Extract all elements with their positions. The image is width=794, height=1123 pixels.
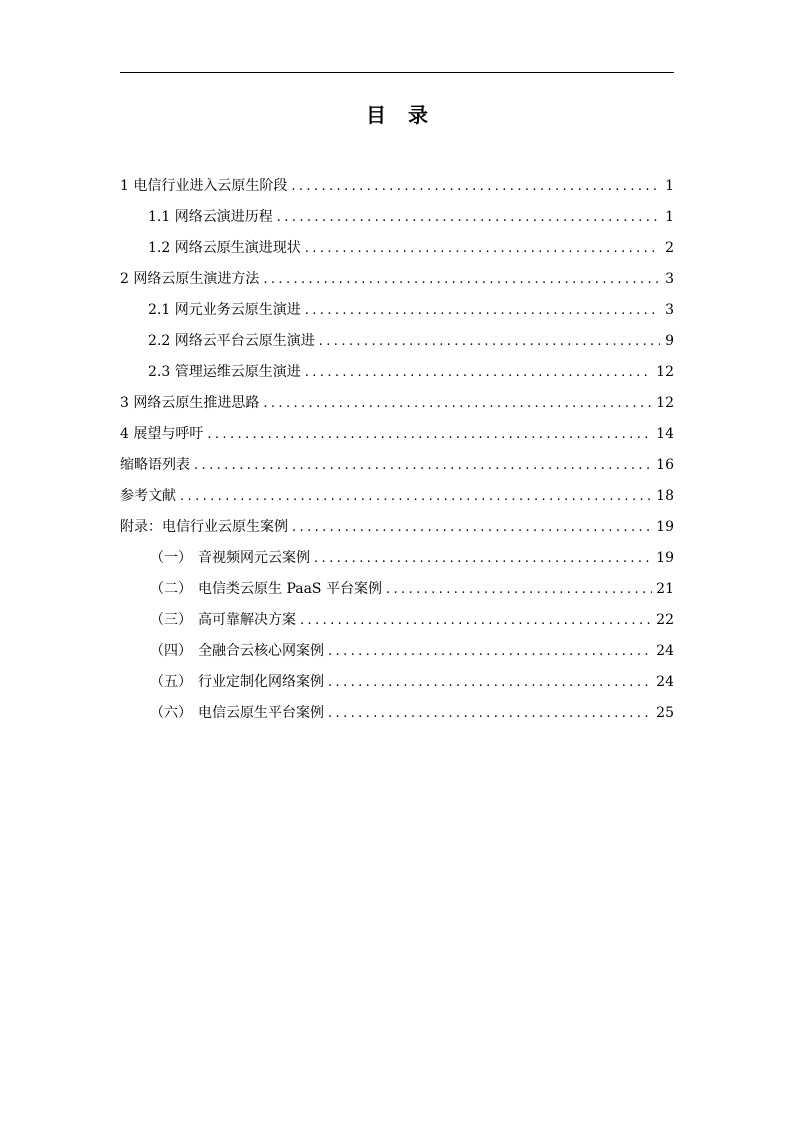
toc-page-number: 3 <box>665 271 674 287</box>
header-rule <box>120 72 674 73</box>
dot-leader <box>291 171 660 202</box>
toc-page-number: 1 <box>665 209 674 225</box>
toc-page-number: 24 <box>656 643 674 659</box>
toc-page-number: 9 <box>665 333 674 349</box>
case-label: （五） <box>150 674 192 690</box>
dot-leader <box>328 667 652 698</box>
toc-page-number: 12 <box>656 395 674 411</box>
toc-page-number: 19 <box>656 519 674 535</box>
toc-entry-references[interactable] <box>120 481 674 512</box>
toc-entry-text: 2.1 网元业务云原生演进 <box>148 302 301 318</box>
dot-leader <box>194 450 652 481</box>
case-label: （一） <box>150 550 192 566</box>
dot-leader <box>305 357 652 388</box>
dot-leader <box>328 636 652 667</box>
case-title: 全融合云核心网案例 <box>198 643 324 659</box>
case-title: 行业定制化网络案例 <box>198 674 324 690</box>
toc-entry-appendix[interactable] <box>120 512 674 543</box>
case-label: （二） <box>150 581 192 597</box>
title-char-2: 录 <box>408 103 428 127</box>
toc-entry-case-6[interactable] <box>120 698 674 729</box>
dot-leader <box>319 326 660 357</box>
toc-page-number: 12 <box>656 364 674 380</box>
case-title: 音视频网元云案例 <box>198 550 310 566</box>
table-of-contents <box>120 171 674 729</box>
toc-entry-2[interactable] <box>120 264 674 295</box>
toc-entry-case-1[interactable] <box>120 543 674 574</box>
toc-entry-text: 2.3 管理运维云原生演进 <box>148 364 301 380</box>
toc-entry-text: 参考文献 <box>120 488 176 504</box>
toc-entry-case-3[interactable] <box>120 605 674 636</box>
dot-leader <box>305 295 660 326</box>
page-title <box>120 100 674 130</box>
dot-leader <box>328 698 652 729</box>
toc-entry-text <box>150 543 310 574</box>
dot-leader <box>263 264 660 295</box>
toc-entry-text: 1 电信行业进入云原生阶段 <box>120 178 288 194</box>
toc-entry-text <box>150 605 296 636</box>
toc-entry-abbreviations[interactable] <box>120 450 674 481</box>
toc-page-number: 25 <box>656 705 674 721</box>
toc-entry-1-2[interactable] <box>120 233 674 264</box>
toc-entry-2-1[interactable] <box>120 295 674 326</box>
dot-leader <box>277 202 660 233</box>
toc-entry-text <box>150 636 324 667</box>
toc-entry-2-3[interactable] <box>120 357 674 388</box>
toc-entry-2-2[interactable] <box>120 326 674 357</box>
toc-entry-text: 3 网络云原生推进思路 <box>120 395 260 411</box>
toc-page-number: 19 <box>656 550 674 566</box>
toc-entry-3[interactable] <box>120 388 674 419</box>
toc-page-number: 1 <box>665 178 674 194</box>
toc-entry-text: 2 网络云原生演进方法 <box>120 271 260 287</box>
toc-page-number: 24 <box>656 674 674 690</box>
dot-leader <box>386 574 652 605</box>
toc-entry-text: 2.2 网络云平台云原生演进 <box>148 333 315 349</box>
toc-page-number: 22 <box>656 612 674 628</box>
toc-entry-text: 4 展望与呼吁 <box>120 426 204 442</box>
case-title: 高可靠解决方案 <box>198 612 296 628</box>
toc-entry-text: 附录：电信行业云原生案例 <box>120 519 288 535</box>
toc-page-number: 18 <box>656 488 674 504</box>
toc-page-number: 2 <box>665 240 674 256</box>
case-label: （六） <box>150 705 192 721</box>
toc-entry-case-4[interactable] <box>120 636 674 667</box>
dot-leader <box>180 481 652 512</box>
toc-entry-text: 1.1 网络云演进历程 <box>148 209 273 225</box>
dot-leader <box>207 419 652 450</box>
dot-leader <box>305 233 660 264</box>
toc-entry-text <box>150 698 324 729</box>
case-label: （三） <box>150 612 192 628</box>
dot-leader <box>292 512 652 543</box>
case-title: 电信云原生平台案例 <box>198 705 324 721</box>
toc-page-number: 3 <box>665 302 674 318</box>
toc-page-number: 21 <box>656 581 674 597</box>
title-char-1: 目 <box>366 103 386 127</box>
toc-page-number: 14 <box>656 426 674 442</box>
toc-entry-text <box>150 574 382 605</box>
toc-entry-case-5[interactable] <box>120 667 674 698</box>
case-title: 电信类云原生 PaaS 平台案例 <box>198 581 382 597</box>
dot-leader <box>263 388 652 419</box>
toc-entry-text <box>150 667 324 698</box>
dot-leader <box>314 543 652 574</box>
toc-entry-text: 1.2 网络云原生演进现状 <box>148 240 301 256</box>
toc-entry-case-2[interactable] <box>120 574 674 605</box>
toc-entry-4[interactable] <box>120 419 674 450</box>
toc-entry-1-1[interactable] <box>120 202 674 233</box>
case-label: （四） <box>150 643 192 659</box>
toc-entry-text: 缩略语列表 <box>120 457 190 473</box>
toc-page-number: 16 <box>656 457 674 473</box>
toc-entry-1[interactable] <box>120 171 674 202</box>
dot-leader <box>300 605 652 636</box>
